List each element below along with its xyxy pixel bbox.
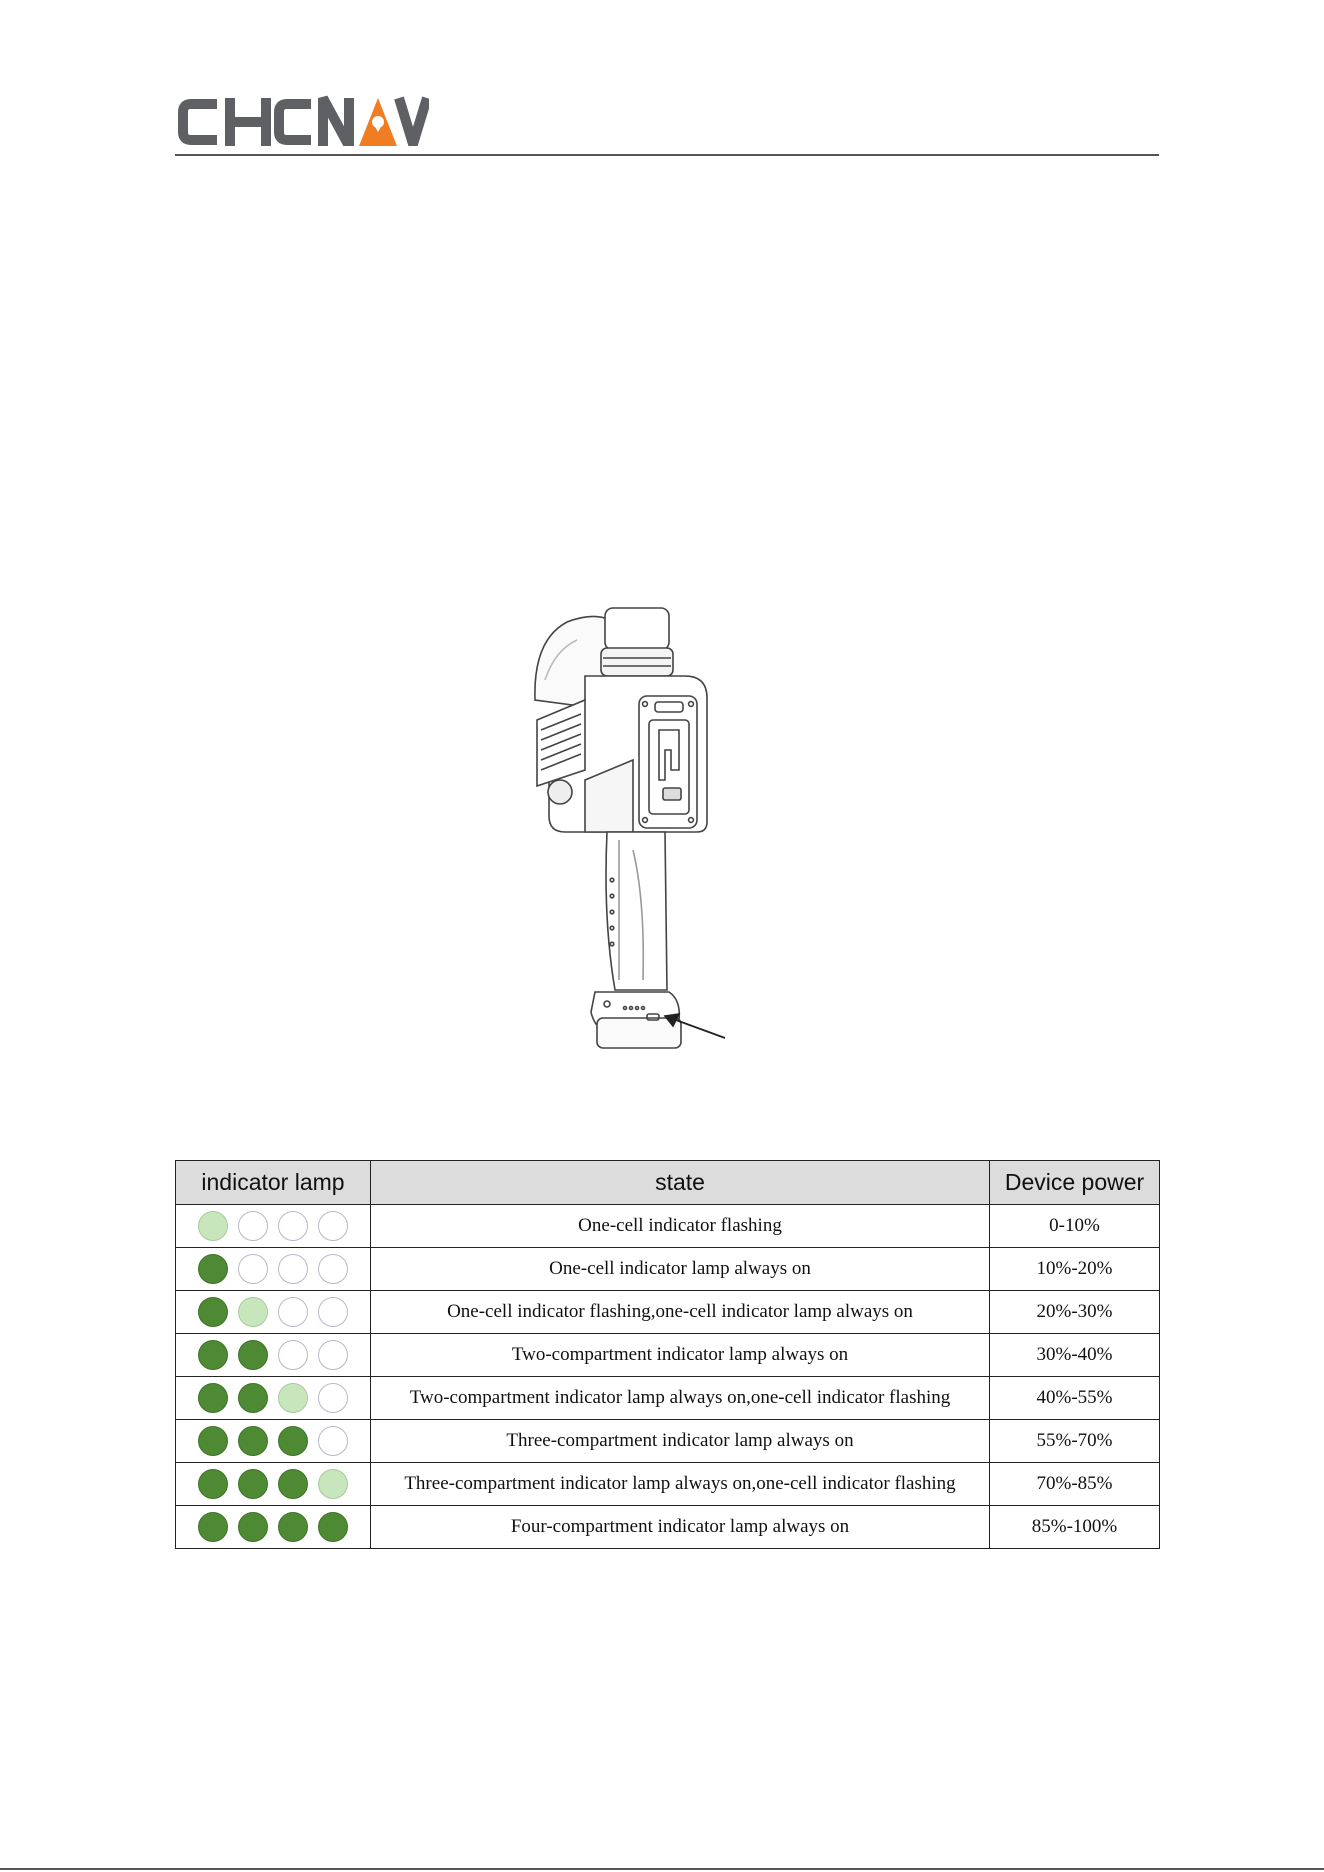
indicator-lamp-group — [176, 1297, 370, 1327]
state-cell: Four-compartment indicator lamp always on — [371, 1506, 990, 1549]
indicator-lamp-cell — [176, 1377, 371, 1420]
indicator-lamp-on-icon — [198, 1469, 228, 1499]
indicator-lamp-off-icon — [278, 1211, 308, 1241]
indicator-lamp-on-icon — [198, 1426, 228, 1456]
header-indicator-lamp: indicator lamp — [176, 1161, 371, 1205]
table-row — [176, 1205, 1160, 1248]
indicator-lamp-off-icon — [278, 1254, 308, 1284]
state-cell: Three-compartment indicator lamp always on,one-cell indicator flashing — [371, 1463, 990, 1506]
indicator-lamp-off-icon — [238, 1211, 268, 1241]
indicator-lamp-on-icon — [278, 1512, 308, 1542]
indicator-lamp-off-icon — [318, 1297, 348, 1327]
device-power-cell: 0-10% — [990, 1205, 1160, 1248]
indicator-lamp-on-icon — [238, 1383, 268, 1413]
device-power-table — [175, 1160, 1160, 1549]
table-row — [176, 1377, 1160, 1420]
indicator-lamp-on-icon — [238, 1426, 268, 1456]
table-header-row — [176, 1161, 1160, 1205]
indicator-lamp-on-icon — [238, 1340, 268, 1370]
indicator-lamp-cell — [176, 1506, 371, 1549]
indicator-lamp-flashing-icon — [278, 1383, 308, 1413]
device-power-cell: 40%-55% — [990, 1377, 1160, 1420]
table-row — [176, 1291, 1160, 1334]
indicator-lamp-group — [176, 1254, 370, 1284]
indicator-lamp-on-icon — [238, 1512, 268, 1542]
device-power-cell: 85%-100% — [990, 1506, 1160, 1549]
indicator-lamp-group — [176, 1383, 370, 1413]
indicator-lamp-on-icon — [278, 1469, 308, 1499]
indicator-lamp-off-icon — [318, 1254, 348, 1284]
indicator-lamp-group — [176, 1426, 370, 1456]
indicator-lamp-off-icon — [318, 1383, 348, 1413]
state-cell: One-cell indicator flashing,one-cell indicator lamp always on — [371, 1291, 990, 1334]
indicator-lamp-on-icon — [198, 1383, 228, 1413]
indicator-lamp-on-icon — [278, 1426, 308, 1456]
indicator-lamp-flashing-icon — [198, 1211, 228, 1241]
header-device-power: Device power — [990, 1161, 1160, 1205]
indicator-lamp-off-icon — [238, 1254, 268, 1284]
indicator-lamp-flashing-icon — [238, 1297, 268, 1327]
page-header — [175, 88, 1159, 156]
table-row — [176, 1463, 1160, 1506]
indicator-lamp-off-icon — [278, 1340, 308, 1370]
footer-divider — [0, 1868, 1324, 1870]
indicator-lamp-cell — [176, 1205, 371, 1248]
indicator-lamp-cell — [176, 1248, 371, 1291]
state-cell: One-cell indicator flashing — [371, 1205, 990, 1248]
state-cell: Two-compartment indicator lamp always on,one-cell indicator flashing — [371, 1377, 990, 1420]
indicator-lamp-flashing-icon — [318, 1469, 348, 1499]
indicator-lamp-group — [176, 1512, 370, 1542]
table-row — [176, 1248, 1160, 1291]
indicator-lamp-cell — [176, 1463, 371, 1506]
table-body — [176, 1205, 1160, 1549]
chcnav-logo — [175, 92, 429, 146]
indicator-lamp-group — [176, 1211, 370, 1241]
device-illustration — [515, 600, 755, 1060]
device-power-cell: 20%-30% — [990, 1291, 1160, 1334]
state-cell: Two-compartment indicator lamp always on — [371, 1334, 990, 1377]
indicator-lamp-cell — [176, 1334, 371, 1377]
header-state: state — [371, 1161, 990, 1205]
table-row — [176, 1334, 1160, 1377]
device-power-cell: 70%-85% — [990, 1463, 1160, 1506]
table-row — [176, 1420, 1160, 1463]
device-power-cell: 10%-20% — [990, 1248, 1160, 1291]
indicator-lamp-on-icon — [238, 1469, 268, 1499]
state-cell: Three-compartment indicator lamp always on — [371, 1420, 990, 1463]
indicator-lamp-on-icon — [198, 1297, 228, 1327]
table-row — [176, 1506, 1160, 1549]
device-power-cell: 55%-70% — [990, 1420, 1160, 1463]
indicator-lamp-group — [176, 1469, 370, 1499]
indicator-lamp-cell — [176, 1291, 371, 1334]
indicator-lamp-group — [176, 1340, 370, 1370]
indicator-lamp-on-icon — [318, 1512, 348, 1542]
indicator-lamp-on-icon — [198, 1512, 228, 1542]
indicator-lamp-on-icon — [198, 1254, 228, 1284]
state-cell: One-cell indicator lamp always on — [371, 1248, 990, 1291]
indicator-lamp-cell — [176, 1420, 371, 1463]
indicator-lamp-off-icon — [278, 1297, 308, 1327]
indicator-lamp-off-icon — [318, 1340, 348, 1370]
indicator-lamp-off-icon — [318, 1426, 348, 1456]
indicator-lamp-off-icon — [318, 1211, 348, 1241]
indicator-lamp-on-icon — [198, 1340, 228, 1370]
device-power-cell: 30%-40% — [990, 1334, 1160, 1377]
